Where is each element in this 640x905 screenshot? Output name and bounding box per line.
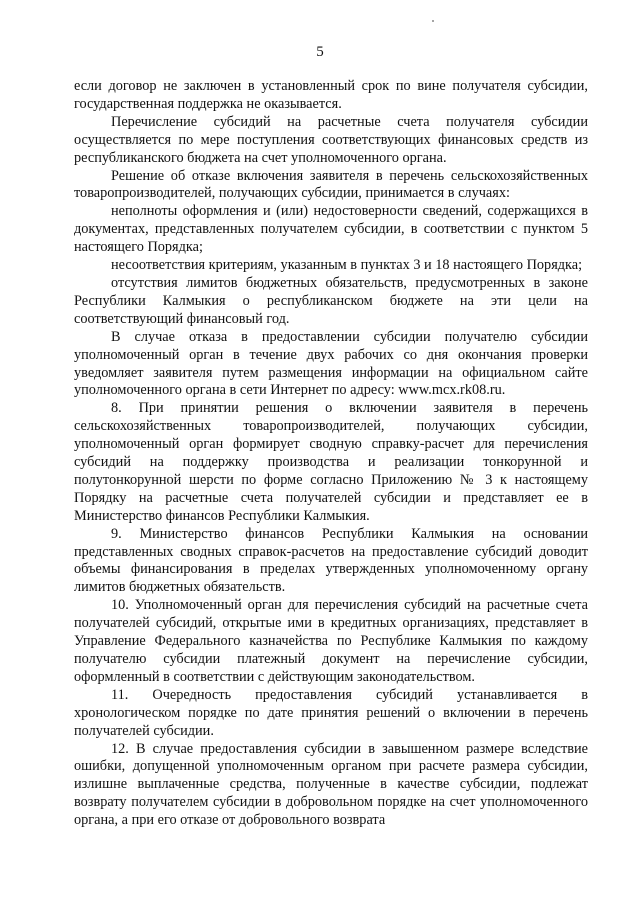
paragraph: если договор не заключен в установленный срок по вине получателя субсидии, государственная поддержка не оказывается. (74, 78, 588, 112)
clause-9: 9. Министерство финансов Республики Калмыкия на основании представленных сводных справок-расчетов на предоставление субсидий доводит объемы финансирования в пределах утвержденных уполномоченному органу лимитов бюджетных обязательств. (74, 525, 588, 596)
list-item: неполноты оформления и (или) недостоверности сведений, содержащихся в документах, представленных получателем субсидии, в соответствии с пунктом 5 настоящего Порядка; (74, 203, 588, 256)
paragraph: В случае отказа в предоставлении субсидии получателю субсидии уполномоченный орган в течение двух рабочих со дня окончания проверки уведомляет заявителя путем размещения информации на официальном сайте уполномоченного органа в сети Интернет по адресу: www.mcx.rk08.ru. (74, 328, 588, 399)
clause-12: 12. В случае предоставления субсидии в завышенном размере вследствие ошибки, допущенной уполномоченным органом при расчете размера субсидии, излишне выплаченные средства, полученные в качестве субсидии, подлежат возврату получателем субсидии в добровольном порядке на счет уполномоченного органа, а при его отказе от добровольного возврата (74, 740, 588, 829)
scan-speck (432, 20, 434, 22)
list-item: несоответствия критериям, указанным в пунктах 3 и 18 настоящего Порядка; (111, 257, 583, 274)
document-body (74, 78, 588, 830)
clause-11: 11. Очередность предоставления субсидий устанавливается в хронологическом порядке по дате принятия решений о включении в перечень получателей субсидии. (74, 686, 588, 739)
list-item: отсутствия лимитов бюджетных обязательств, предусмотренных в законе Республики Калмыкия о республиканском бюджете на эти цели на соответствующий финансовый год. (74, 274, 588, 327)
clause-8: 8. При принятии решения о включении заявителя в перечень сельскохозяйственных товаропроизводителей, получающих субсидии, уполномоченный орган формирует сводную справку-расчет для перечисления субсидий на поддержку производства и реализации тонкорунной и полутонкорунной шерсти по форме согласно Приложению № 3 к настоящему Порядку на расчетные счета получателей субсидии и представляет ее в Министерство финансов Республики Калмыкия. (74, 400, 588, 524)
paragraph: Решение об отказе включения заявителя в перечень сельскохозяйственных товаропроизводителей, получающих субсидии, принимается в случаях: (74, 167, 588, 202)
paragraph: Перечисление субсидий на расчетные счета получателя субсидии осуществляется по мере поступления соответствующих финансовых средств из республиканского бюджета на счет уполномоченного органа. (74, 113, 588, 166)
clause-10: 10. Уполномоченный орган для перечисления субсидий на расчетные счета получателей субсидий, открытые ими в кредитных организациях, представляет в Управление Федерального казначейства по Республике Калмыкия по каждому получателю субсидии платежный документ на перечисление субсидии, оформленный в соответствии с действующим законодательством. (74, 597, 588, 685)
page-number: 5 (316, 44, 324, 60)
